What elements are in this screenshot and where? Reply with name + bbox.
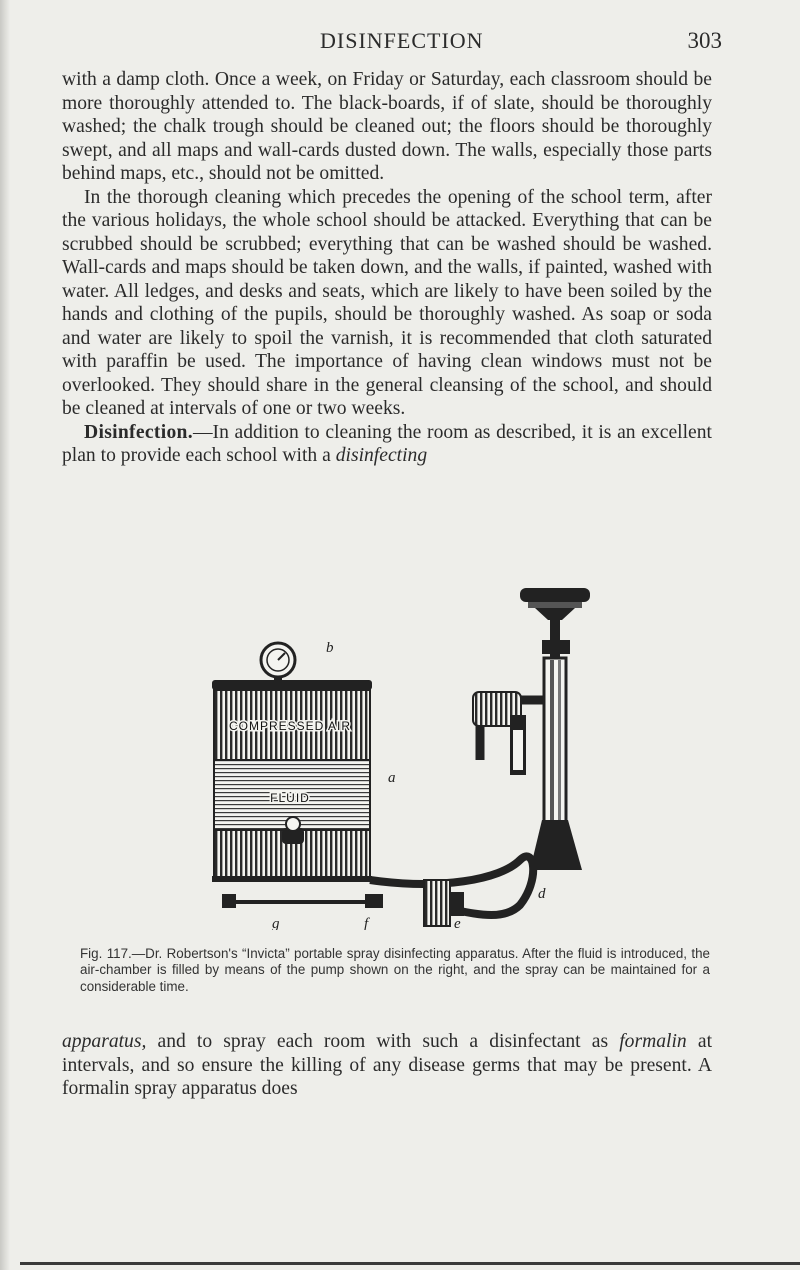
figure-label-g: g [272,916,280,930]
figure-label-b: b [326,640,334,656]
bottom-rule [20,1262,800,1265]
cont-italic-formalin: formalin [619,1031,687,1052]
page-number: 303 [687,28,722,53]
pressure-gauge-icon [261,643,295,686]
caption-text: —Dr. Robertson's “Invicta” portable spray disinfecting apparatus. After the fluid is introduced, the air-chamber is filled by means of the pump shown on the right, and the spray can be maintained for a considerable time. [80,946,710,994]
spray-nozzle-icon [222,880,464,926]
pump-icon [473,588,590,870]
running-head: DISINFECTION [320,28,484,53]
tank-label-compressed-air: COMPRESSED AIR [228,719,352,733]
binding-shadow [0,0,10,1270]
cont-text-1: and to spray each room with such a disinfectant as [157,1031,609,1052]
paragraph-3-italic: disinfecting [335,445,428,466]
figure-label-e: e [454,916,461,930]
body-text [62,68,712,468]
figure-spray-apparatus [190,580,610,930]
cont-text-2: at intervals, and so ensure the killing of any disease germs that may be present. A formalin spray apparatus does [62,1031,713,1099]
continuation-text [62,1030,712,1101]
paragraph-2: In the thorough cleaning which precedes the opening of the school term, after the various holidays, the whole school should be attacked. Everything that can be scrubbed should be scrubbed; everything that can be washed should be washed. Wall-cards and maps should be taken down, and the walls, if painted, washed with water. All ledges, and desks and seats, which are likely to have been soiled by the hands and clothing of the pupils, should be thoroughly washed. As soap or soda and water are likely to spoil the varnish, it is recommended that cloth saturated with paraffin be used. The importance of having clean windows must not be overlooked. They should share in the general cleansing of the school, and should be cleaned at intervals of one or two weeks. [62,186,712,419]
section-heading-disinfection: Disinfection. [84,421,193,443]
cont-italic-apparatus: apparatus, [62,1031,147,1052]
paragraph-3 [62,421,712,468]
paragraph-3-continued [62,1030,712,1101]
page-header [62,28,722,62]
tank-label-fluid: FLUID [270,791,310,805]
figure-caption [80,946,710,995]
figure-label-f: f [364,916,369,930]
paragraph-3-text: —In addition to cleaning the room as described, it is an excellent plan to provide each school with a [62,421,712,466]
figure-label-a: a [388,770,396,786]
tank-icon [212,680,372,882]
figure-label-d: d [538,886,546,902]
paragraph-1: with a damp cloth. Once a week, on Friday or Saturday, each classroom should be more thoroughly attended to. The black-boards, if of slate, should be thoroughly washed; the chalk trough should be cleaned out; the floors should be thoroughly swept, and all maps and wall-cards dusted down. The walls, especially those parts behind maps, etc., should not be omitted. [62,69,712,184]
figure-number: Fig. 117. [80,946,132,961]
